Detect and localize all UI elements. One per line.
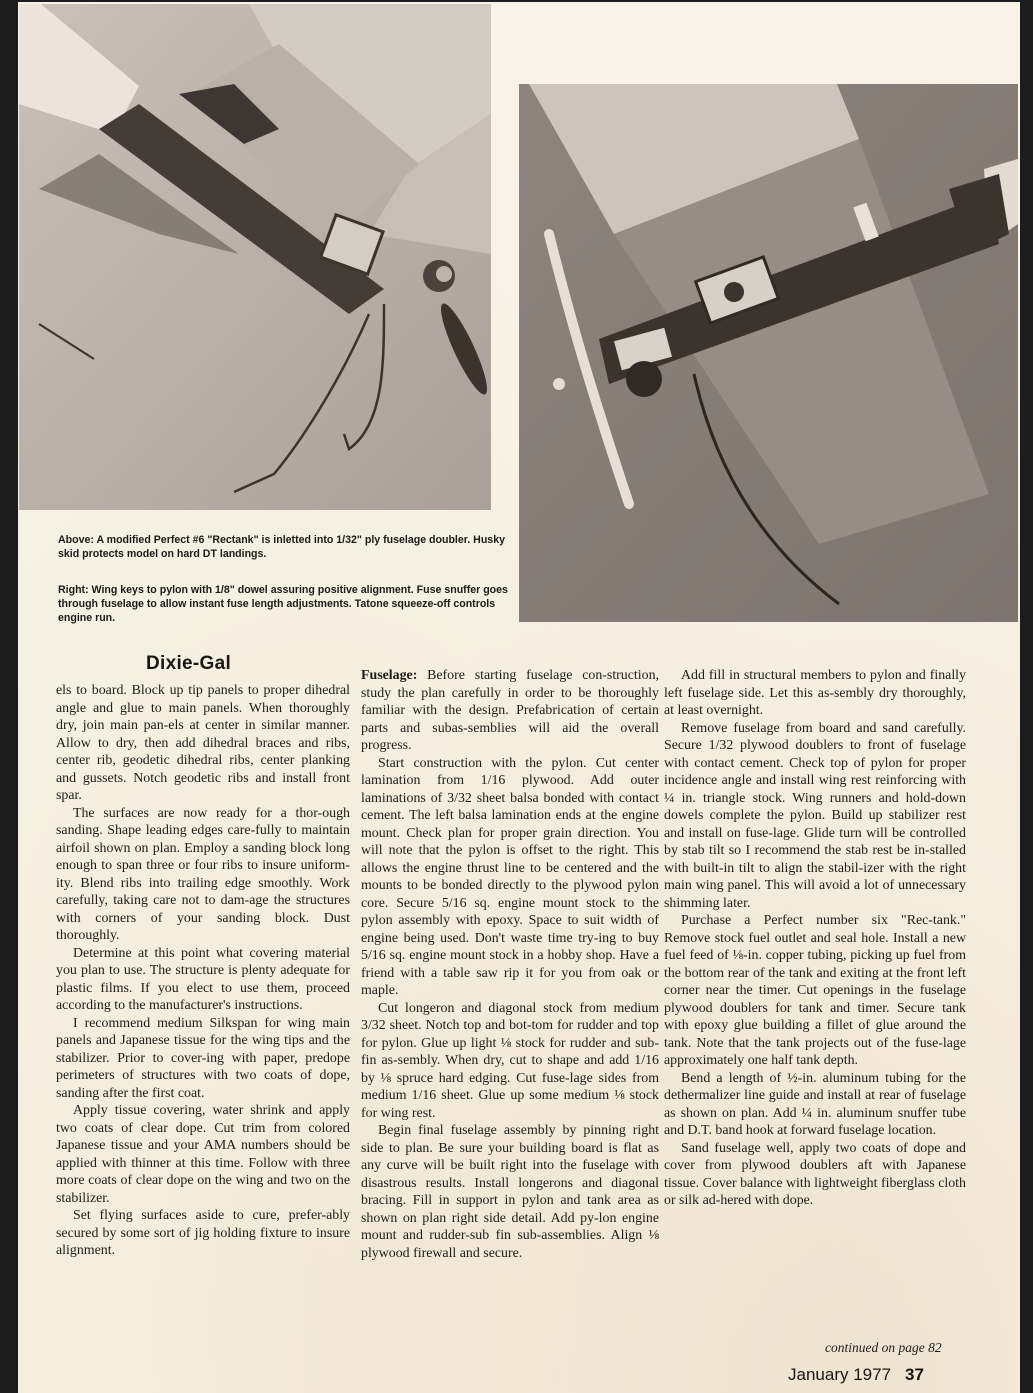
caption-above: Above: A modified Perfect #6 "Rectank" is inletted into 1/32" ply fuselage doubler. Husky skid protects model on hard DT landings.: [58, 534, 505, 560]
article-column-1: [56, 682, 350, 1260]
paragraph: The surfaces are now ready for a thor-ough sanding. Shape leading edges care-fully to maintain airfoil shown on plan. Employ a sanding block long enough to span three or four ribs to insure uniform-ity. Blend ribs into trailing edge smoothly. Work carefully, taking care not to dam-age the structures with corners of your sanding block. Dust thoroughly.: [56, 805, 350, 943]
paragraph: Apply tissue covering, water shrink and apply two coats of clear dope. Cut trim from colored Japanese tissue and your AMA numbers should be applied with thinner at this time. Follow with three more coats of clear dope on the wing and two on the stabilizer.: [56, 1103, 350, 1206]
paragraph: I recommend medium Silkspan for wing main panels and Japanese tissue for the wing tips and the stabilizer. Prior to cover-ing with paper, predope perimeters of structures with two coats of dope, sanding after the first coat.: [56, 1015, 350, 1101]
page-footer: [788, 1365, 924, 1385]
photo-right: [519, 84, 1018, 622]
section-lead: Fuselage:: [361, 668, 418, 683]
continued-notice: continued on page 82: [825, 1340, 942, 1355]
photo-left-image: [19, 4, 491, 510]
paragraph: Start construction with the pylon. Cut center lamination from 1/16 plywood. Add outer laminations of 3/32 sheet balsa bonded with contact cement. The left balsa lamination ends at the engine mount. Check plan for proper grain direction. You will note that the pylon is offset to the right. This allows the engine thrust line to be centered and the mounts to be bonded directly to the plywood pylon core. Secure 5/16 sq. engine mount stock to the pylon assembly with epoxy. Space to suit width of engine being used. Don't waste time try-ing to buy 5/16 sq. engine mount stock in a hobby shop. Have a friend with a table saw rip it for you from oak or maple.: [361, 755, 659, 998]
paragraph: Determine at this point what covering material you plan to use. The structure is plenty adequate for plastic films. If you elect to use them, proceed according to the manufacturer's instructions.: [56, 945, 350, 1013]
paragraph: els to board. Block up tip panels to proper dihedral angle and glue to main panels. When thoroughly dry, join main pan-els at center in similar manner. Allow to dry, then add dihedral braces and ribs, center rib, geodetic dihedral ribs, center planking and gussets. Notch geodetic ribs and install front spar.: [56, 683, 350, 803]
paragraph: Bend a length of ½-in. aluminum tubing for the dethermalizer line guide and install at rear of fuselage as shown on plan. Add ¼ in. aluminum snuffer tube and D.T. band hook at forward fuselage location.: [664, 1070, 966, 1138]
photo-left: [19, 4, 491, 510]
paragraph: Begin final fuselage assembly by pinning right side to plan. Be sure your building board is flat as any curve will be built right into the fuselage with disastrous results. Install longerons and diagonal bracing. Fill in support in pylon and tank area as shown on plan right side detail. Add py-lon engine mount and rudder-sub fin sub-assemblies. Align ⅛ plywood firewall and secure.: [361, 1123, 659, 1261]
paragraph: Set flying surfaces aside to cure, prefer-ably secured by some sort of jig holding fixture to insure alignment.: [56, 1208, 350, 1258]
paragraph: Purchase a Perfect number six "Rec-tank." Remove stock fuel outlet and seal hole. Install a new fuel feed of ⅛-in. copper tubing, picking up fuel from the bottom rear of the tank and exiting at the front left corner near the timer. Cut openings in the fuselage plywood doublers for tank and timer. Secure tank with epoxy glue building a fillet of glue around the tank. Note that the tank projects out of the fuse-lage approximately one half tank depth.: [664, 913, 966, 1068]
paragraph: Cut longeron and diagonal stock from medium 3/32 sheet. Notch top and bot-tom for rudder and top for pylon. Glue up light ⅛ stock for rudder and sub-fin as-sembly. When dry, cut to shape and add 1/16 by ⅛ spruce hard edging. Cut fuse-lage sides from medium 1/16 sheet. Glue up some medium ⅛ stock for wing rest.: [361, 1000, 659, 1121]
magazine-page: [18, 2, 1020, 1393]
paragraph: [361, 667, 659, 755]
paragraph-text: Before starting fuselage con-struction, study the plan carefully in order to be thoroughly familiar with the design. Prefabrication of certain parts and subas-semblies will aid the overall progress.: [361, 668, 659, 753]
article-heading: Dixie-Gal: [146, 653, 232, 674]
paragraph: Add fill in structural members to pylon and finally left fuselage side. Let this as-sembly dry thoroughly, at least overnight.: [664, 668, 966, 718]
issue-date: January 1977: [788, 1365, 892, 1384]
paragraph: Sand fuselage well, apply two coats of dope and cover from plywood doublers aft with Japanese tissue. Cover balance with lightweight fiberglass cloth or silk ad-hered with dope.: [664, 1140, 966, 1208]
paragraph: Remove fuselage from board and sand carefully. Secure 1/32 plywood doublers to front of fuselage with contact cement. Check top of pylon for proper incidence angle and install wing rest reinforcing with ¼ in. triangle stock. Wing runners and hold-down dowels complete the pylon. Build up stabilizer rest and install on fuse-lage. Glide turn will be controlled by stab tilt so I recommend the stab rest be in-stalled with built-in tilt to align the stabil-izer with the right main wing panel. This will avoid a lot of unnecessary shimming later.: [664, 720, 966, 911]
article-column-3: [664, 667, 966, 1210]
page-number: 37: [905, 1365, 924, 1384]
article-column-2: [361, 667, 659, 1262]
photo-right-image: [519, 84, 1018, 622]
caption-right: Right: Wing keys to pylon with 1/8" dowel assuring positive alignment. Fuse snuffer goes through fuselage to allow instant fuse length adjustments. Tatone squeeze-off controls engine run.: [58, 584, 508, 624]
